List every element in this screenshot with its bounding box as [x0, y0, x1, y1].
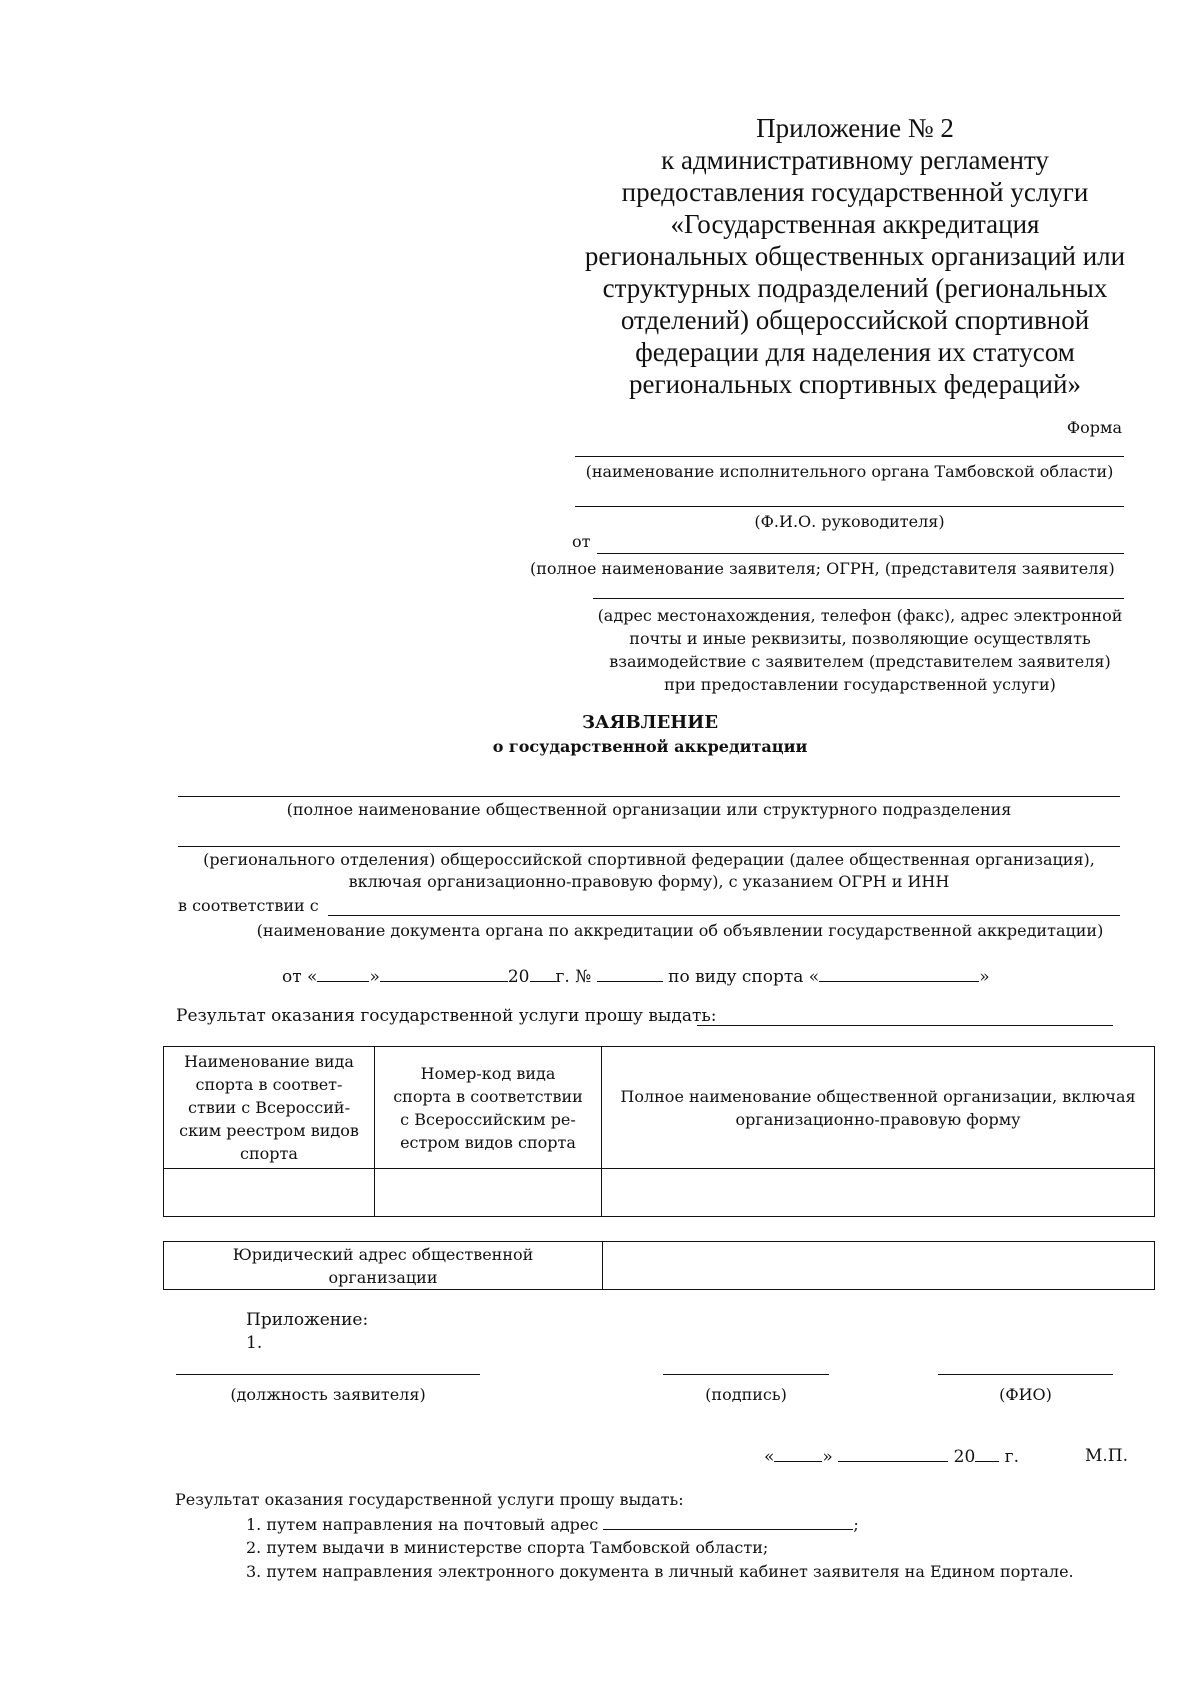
sport-field[interactable]	[819, 966, 979, 982]
sport-label: по виду спорта «	[668, 967, 820, 987]
sign-year-suffix: г.	[1004, 1447, 1019, 1467]
result-option-1	[246, 1514, 859, 1534]
org-caption-3: включая организационно-правовую форму), с указанием ОГРН и ИНН	[348, 872, 950, 891]
header-line: к административному регламенту	[661, 145, 1049, 175]
document-caption: (наименование документа органа по аккредитации об объявлении государственной аккредитации)	[256, 921, 1104, 940]
header-text: спорта в соответствии	[393, 1086, 583, 1106]
legal-address-label: Юридический адрес общественной	[232, 1244, 534, 1264]
day-field[interactable]	[317, 966, 369, 982]
number-label: г. №	[555, 967, 592, 987]
signature-date	[764, 1446, 1019, 1467]
date-close-quote: »	[822, 1447, 833, 1467]
signature-line[interactable]	[663, 1374, 829, 1375]
applicant-line[interactable]	[597, 553, 1124, 554]
table-row	[164, 1169, 1155, 1217]
fio-line[interactable]	[938, 1374, 1113, 1375]
result-option-3: 3. путем направления электронного документа в личный кабинет заявителя на Едином портале.	[246, 1562, 1074, 1581]
postal-address-field[interactable]	[603, 1514, 853, 1530]
legal-address-label: организации	[328, 1267, 438, 1287]
header-line: Приложение № 2	[756, 113, 954, 143]
organ-caption: (наименование исполнительного органа Тамбовской области)	[585, 462, 1114, 481]
legal-address-label-cell	[164, 1242, 603, 1290]
sign-month-field[interactable]	[838, 1446, 948, 1462]
sign-day-field[interactable]	[774, 1446, 822, 1462]
sport-name-cell[interactable]	[164, 1169, 375, 1217]
header-line: региональных спортивных федераций»	[629, 369, 1081, 399]
year-prefix: 20	[507, 967, 530, 987]
org-caption-2: (регионального отделения) общероссийской спортивной федерации (далее общественная организация),	[203, 850, 1095, 869]
legal-address-table	[163, 1241, 1155, 1290]
table-header-row	[164, 1047, 1155, 1169]
address-line[interactable]	[593, 598, 1124, 599]
table-row	[164, 1242, 1155, 1290]
header-text: спорта в соответ-	[195, 1075, 343, 1094]
date-open-quote: «	[764, 1447, 775, 1467]
header-line: отделений) общероссийской спортивной	[620, 305, 1090, 335]
header-line: «Государственная аккредитация	[670, 209, 1040, 239]
header-text: ским реестром видов	[179, 1121, 359, 1140]
sport-code-cell[interactable]	[375, 1169, 602, 1217]
seal-label: М.П.	[1085, 1446, 1129, 1466]
date-from-label: от «	[282, 967, 318, 987]
result-option-end: ;	[853, 1515, 859, 1534]
result-line[interactable]	[697, 1025, 1113, 1026]
date-number-sport-line	[282, 966, 990, 987]
position-caption: (должность заявителя)	[230, 1385, 426, 1404]
result-heading: Результат оказания государственной услуги прошу выдать:	[175, 1490, 684, 1509]
address-caption-line: взаимодействие с заявителем (представителем заявителя)	[609, 652, 1111, 671]
header-text: организационно-правовую форму	[735, 1109, 1021, 1129]
address-caption	[575, 604, 1145, 696]
header-line: структурных подразделений (региональных	[602, 273, 1108, 303]
applicant-caption: (полное наименование заявителя; ОГРН, (представителя заявителя)	[530, 559, 1115, 578]
org-name-line-1[interactable]	[178, 796, 1120, 797]
year-field[interactable]	[530, 966, 556, 982]
result-option-2: 2. путем выдачи в министерстве спорта Тамбовской области;	[246, 1538, 769, 1557]
header-line: федерации для наделения их статусом	[635, 337, 1075, 367]
address-caption-line: при предоставлении государственной услуги)	[664, 675, 1056, 694]
fio-caption: (ФИО)	[999, 1385, 1052, 1404]
address-caption-line: почты и иные реквизиты, позволяющие осуществлять	[629, 629, 1091, 648]
header-cell-sport-code	[375, 1047, 602, 1169]
attachment-item: 1.	[246, 1333, 263, 1353]
sports-table	[163, 1046, 1155, 1217]
document-title: ЗАЯВЛЕНИЕ	[581, 712, 719, 733]
head-caption: (Ф.И.О. руководителя)	[754, 512, 945, 531]
sport-close-quote: »	[979, 967, 990, 987]
header-text: Номер-код вида	[420, 1063, 556, 1083]
document-subtitle: о государственной аккредитации	[492, 737, 808, 756]
sign-year-field[interactable]	[975, 1446, 999, 1462]
legal-address-value-cell[interactable]	[603, 1242, 1155, 1290]
org-caption-1: (полное наименование общественной организации или структурного подразделения	[286, 800, 1012, 819]
sign-year-prefix: 20	[953, 1447, 976, 1467]
signature-caption: (подпись)	[705, 1385, 787, 1404]
org-name-line-2[interactable]	[178, 846, 1120, 847]
head-name-line[interactable]	[575, 506, 1124, 507]
header-line: региональных общественных организаций или	[584, 241, 1126, 271]
appendix-header	[560, 112, 1150, 400]
date-close-quote: »	[369, 967, 380, 987]
header-text: с Всероссийским ре-	[400, 1109, 576, 1129]
organ-name-line[interactable]	[575, 456, 1124, 457]
result-option-text: 1. путем направления на почтовый адрес	[246, 1515, 599, 1534]
header-text: Полное наименование общественной организации, включая	[620, 1086, 1136, 1106]
header-line: предоставления государственной услуги	[621, 177, 1089, 207]
org-name-cell[interactable]	[602, 1169, 1155, 1217]
header-text: ствии с Всероссий-	[188, 1098, 350, 1117]
result-label: Результат оказания государственной услуги прошу выдать:	[176, 1006, 717, 1026]
header-text: естром видов спорта	[400, 1132, 576, 1152]
month-field[interactable]	[380, 966, 508, 982]
form-label: Форма	[1066, 418, 1122, 437]
header-cell-sport-name	[164, 1047, 375, 1169]
header-cell-org-name	[602, 1047, 1155, 1169]
according-label: в соответствии с	[178, 896, 319, 915]
from-label: от	[572, 532, 591, 551]
position-line[interactable]	[176, 1374, 480, 1375]
attachment-label: Приложение:	[246, 1310, 369, 1330]
number-field[interactable]	[597, 966, 663, 982]
header-text: Наименование вида	[184, 1052, 354, 1071]
document-name-line[interactable]	[328, 915, 1120, 916]
address-caption-line: (адрес местонахождения, телефон (факс), адрес электронной	[597, 606, 1123, 625]
header-text: спорта	[240, 1144, 298, 1163]
